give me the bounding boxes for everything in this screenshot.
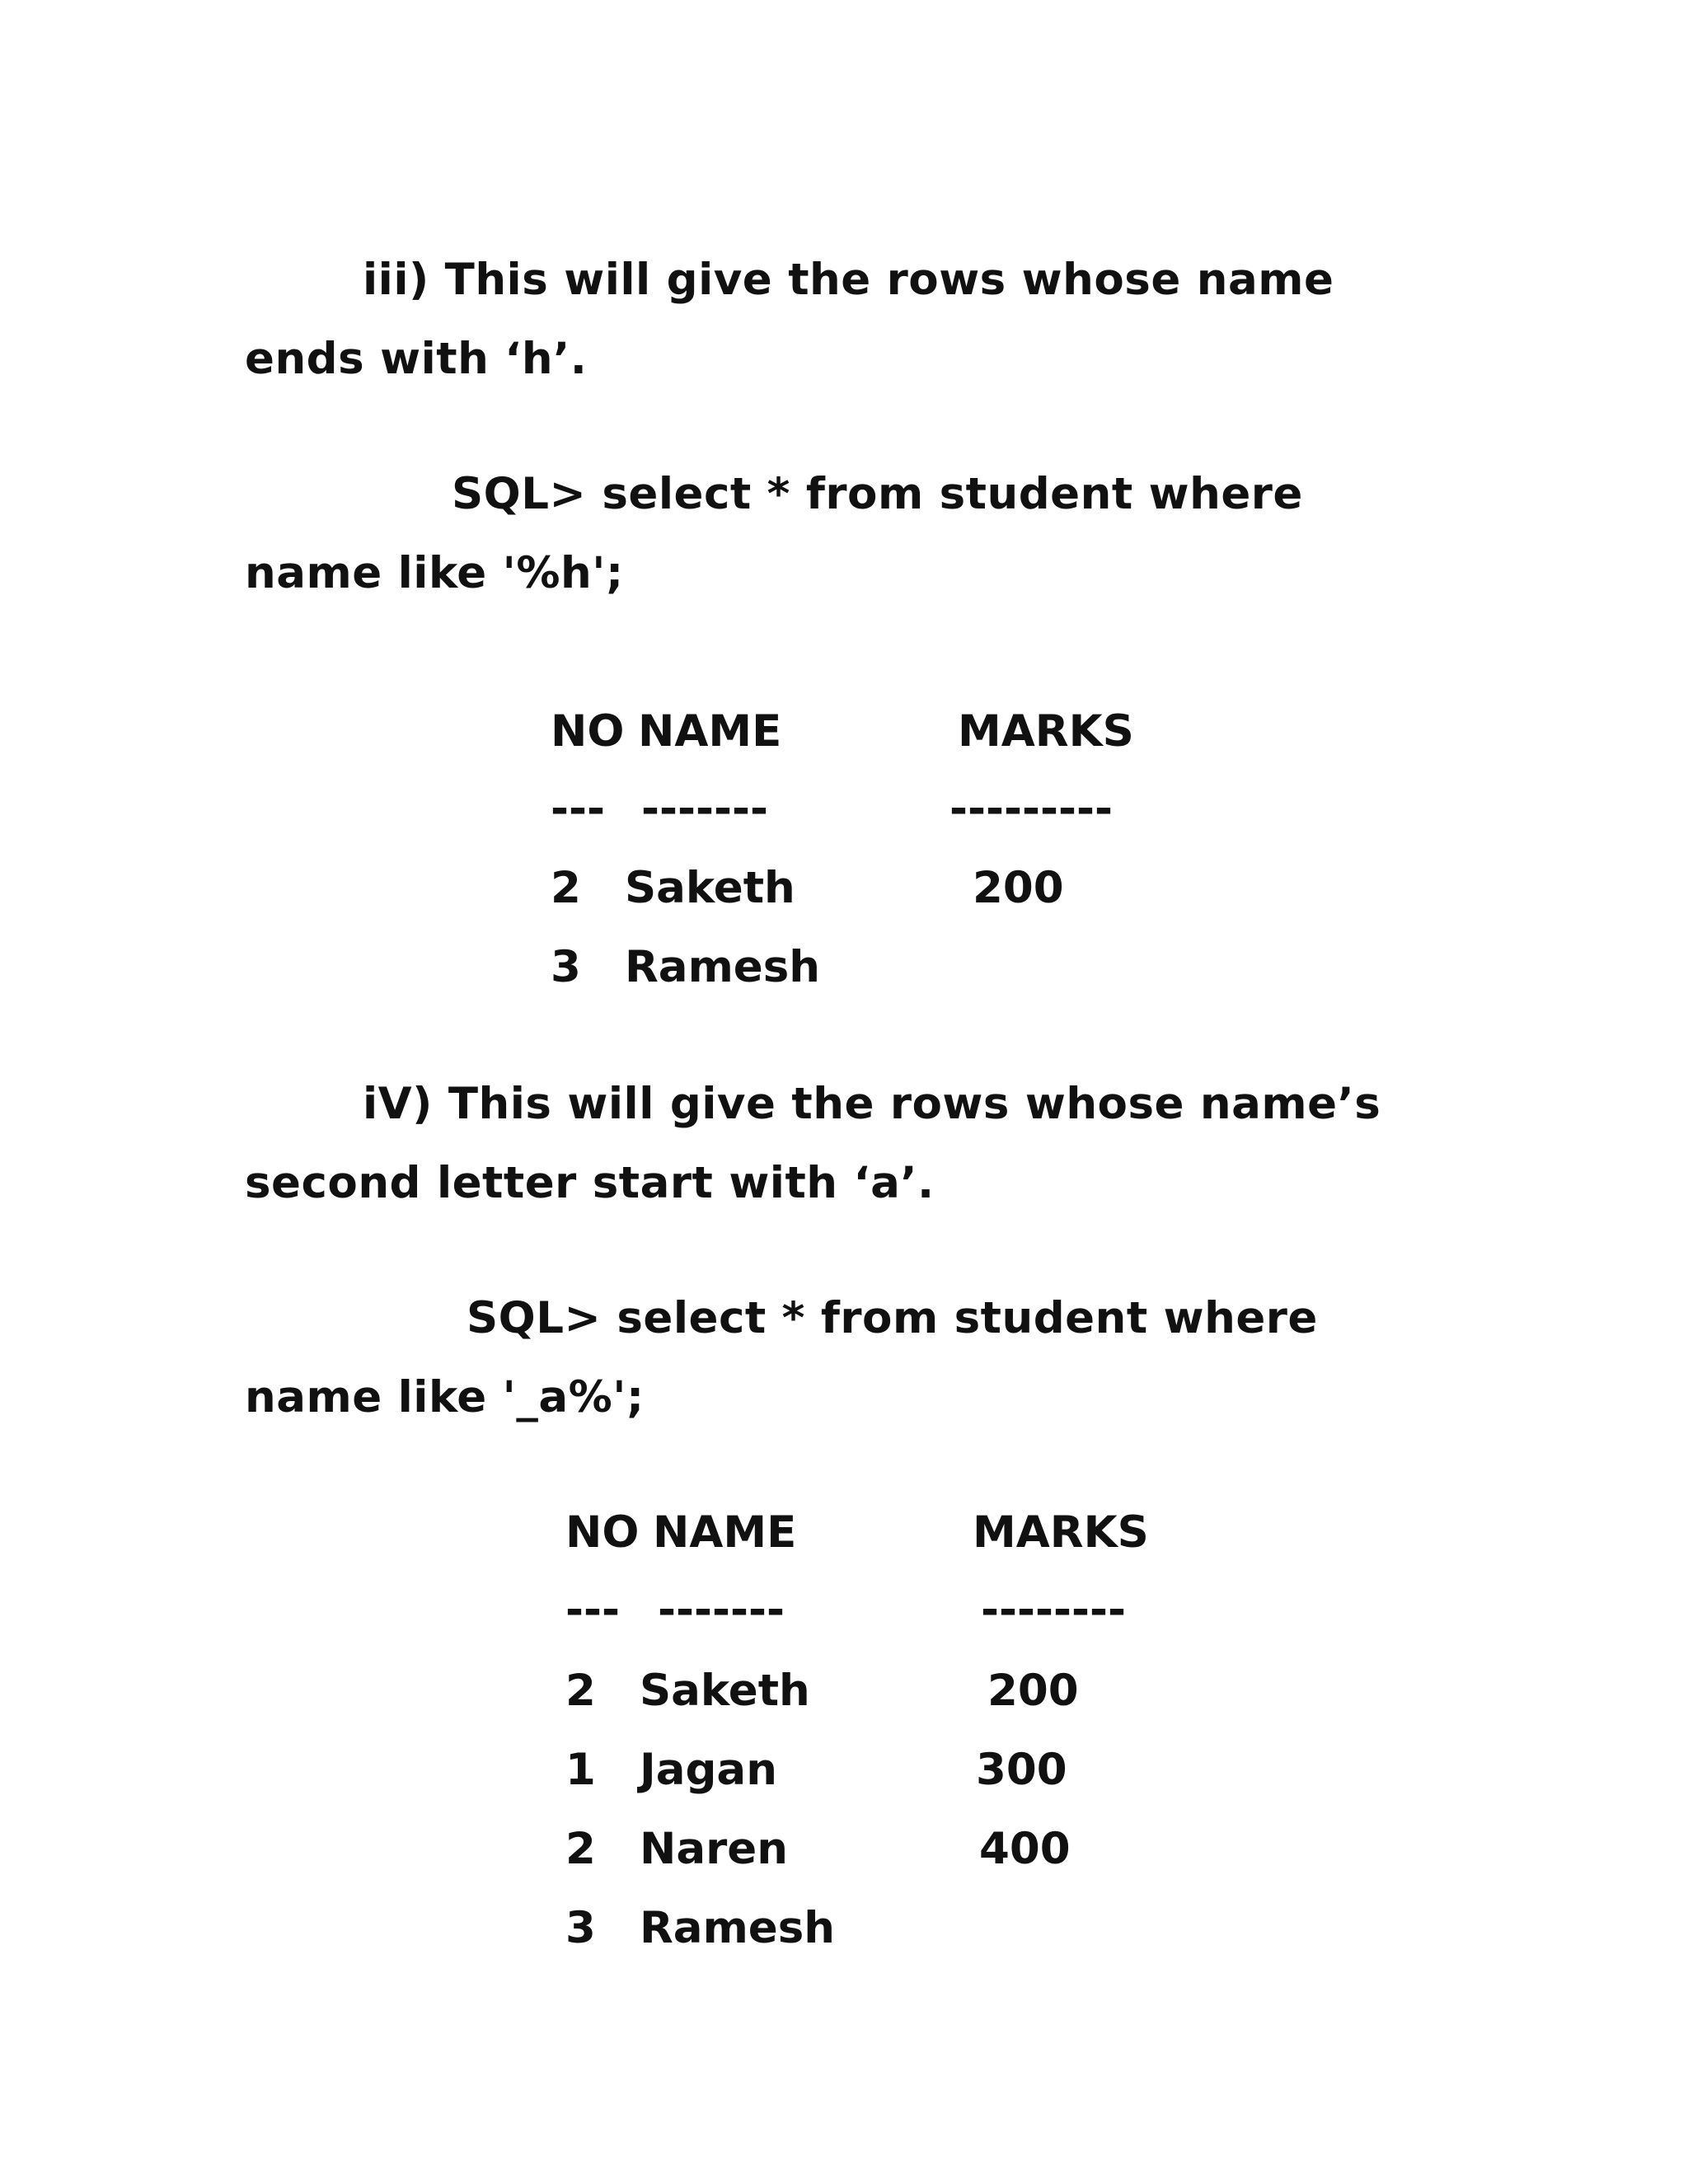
table-separator-no: --- xyxy=(551,784,605,834)
table-row-name: Ramesh xyxy=(625,942,821,992)
table-row-no: 2 xyxy=(565,1666,596,1716)
section-iv-description-line2: second letter start with ‘a’. xyxy=(245,1158,935,1208)
table-separator-name: ------- xyxy=(658,1585,785,1635)
table-separator-marks: --------- xyxy=(950,784,1113,834)
table-row-marks: 200 xyxy=(973,863,1064,913)
table-row-marks: 400 xyxy=(979,1824,1071,1874)
table-row-marks: 200 xyxy=(987,1666,1079,1716)
table-row-marks: 300 xyxy=(976,1745,1067,1795)
table-header-marks: MARKS xyxy=(973,1507,1149,1558)
section-iii-description-line2: ends with ‘h’. xyxy=(245,334,588,384)
table-separator-name: ------- xyxy=(641,784,768,834)
table-row-name: Saketh xyxy=(640,1666,810,1716)
table-row-name: Naren xyxy=(640,1824,788,1874)
table-header-name: NAME xyxy=(638,706,782,757)
table-row-no: 2 xyxy=(565,1824,596,1874)
table-header-no: NO xyxy=(551,706,625,757)
section-iv-sql-line2: name like '_a%'; xyxy=(245,1372,645,1422)
table-row-name: Saketh xyxy=(625,863,795,913)
section-iii-description-line1: iii) This will give the rows whose name xyxy=(363,255,1334,305)
table-header-marks: MARKS xyxy=(958,706,1134,757)
table-row-no: 3 xyxy=(551,942,581,992)
table-row-name: Ramesh xyxy=(640,1903,836,1953)
section-iv-sql-line1: SQL> select * from student where xyxy=(467,1293,1318,1343)
table-separator-no: --- xyxy=(565,1585,620,1635)
table-row-name: Jagan xyxy=(640,1745,777,1795)
table-header-no: NO xyxy=(565,1507,640,1558)
table-separator-marks: -------- xyxy=(981,1585,1126,1635)
section-iii-sql-line2: name like '%h'; xyxy=(245,548,624,598)
table-row-no: 2 xyxy=(551,863,581,913)
section-iv-description-line1: iV) This will give the rows whose name’s xyxy=(363,1079,1381,1129)
section-iii-sql-line1: SQL> select * from student where xyxy=(452,469,1303,519)
table-header-name: NAME xyxy=(653,1507,797,1558)
table-row-no: 3 xyxy=(565,1903,596,1953)
table-row-no: 1 xyxy=(565,1745,596,1795)
